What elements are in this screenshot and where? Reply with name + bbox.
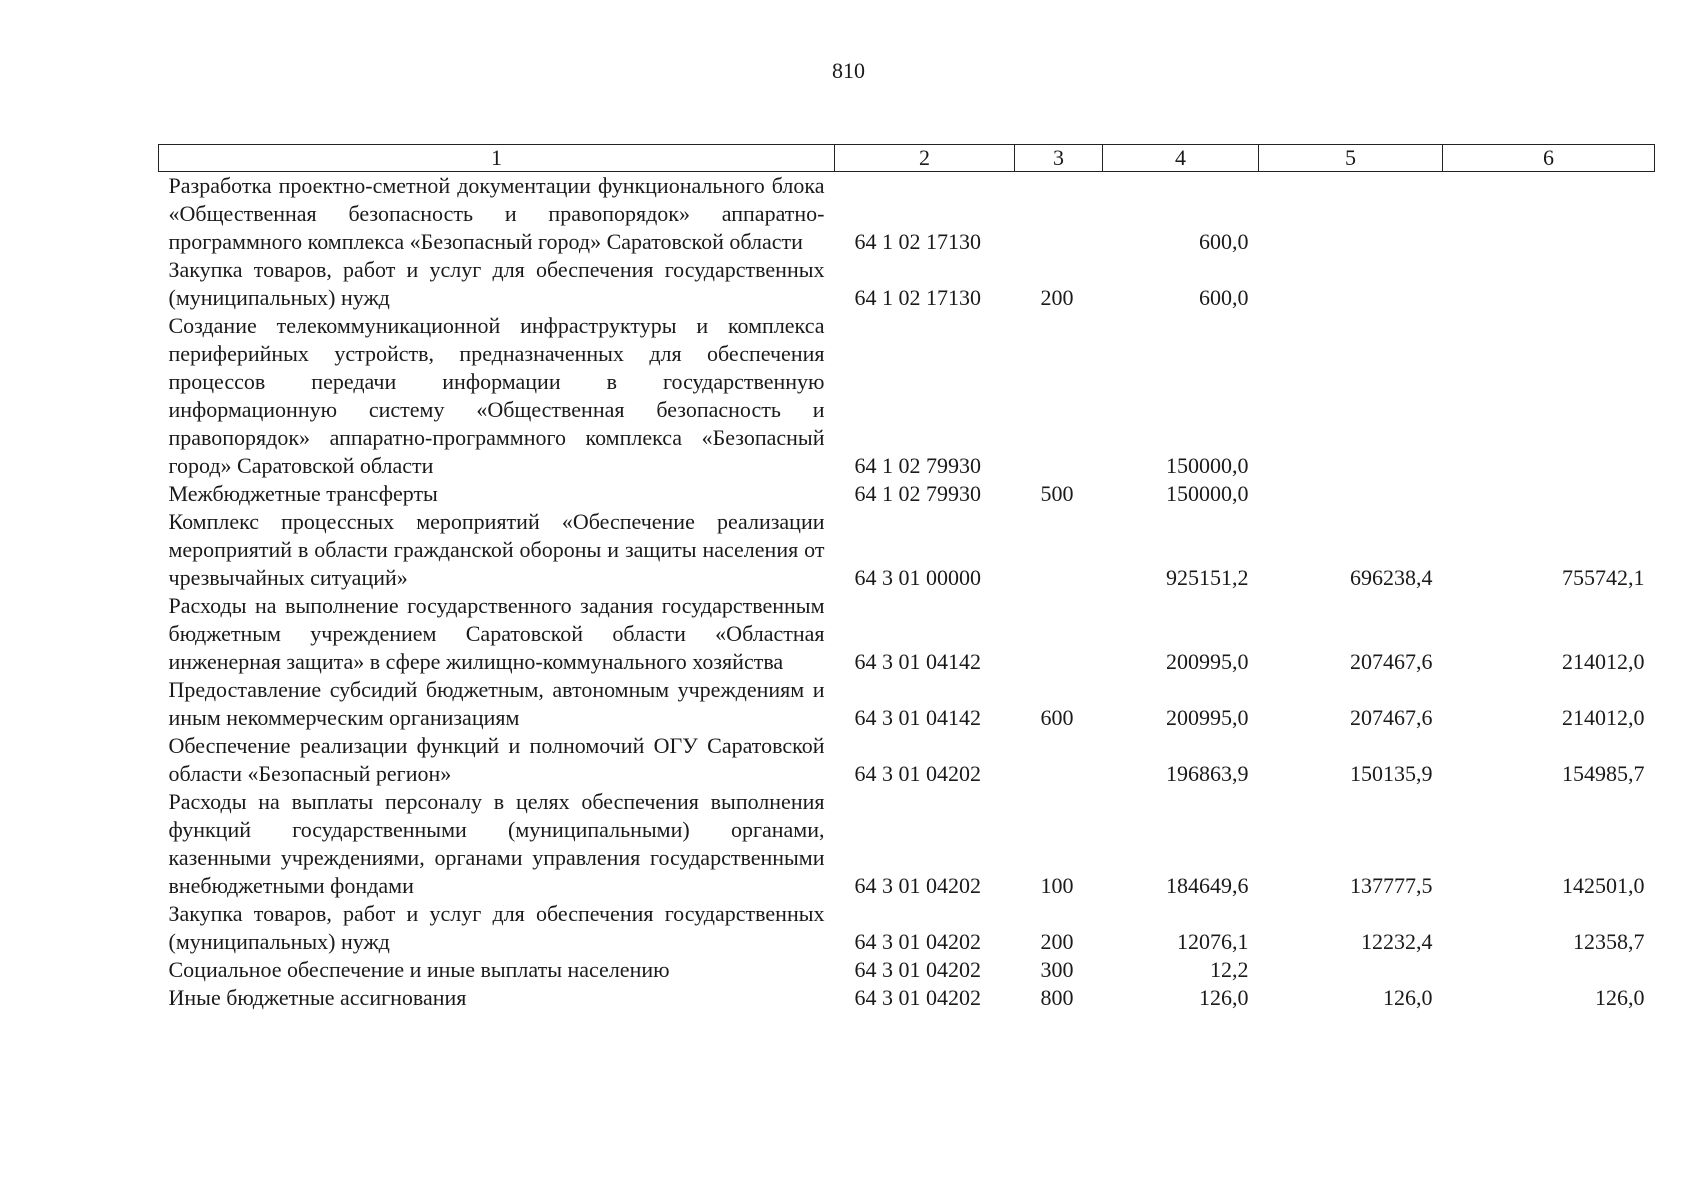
row-name-cell: Разработка проектно-сметной документации функционального блока «Общественная безопасность и правопорядок» аппаратно-программного комплекса «Безопасный город» Саратовской области: [168, 173, 825, 254]
row-value-6-cell: 755742,1: [1562, 565, 1645, 590]
row-value-5-cell: 696238,4: [1350, 565, 1433, 590]
row-type-cell: [1015, 732, 1103, 788]
row-name-cell: Закупка товаров, работ и услуг для обеспечения государственных (муниципальных) нужд: [168, 901, 825, 954]
table-row: [159, 592, 1655, 676]
row-value-5-cell: [1259, 172, 1443, 257]
row-value-5-cell: 137777,5: [1350, 873, 1433, 898]
row-type-cell: [1015, 312, 1103, 480]
table-row: [159, 676, 1655, 732]
row-type-cell: 300: [1040, 957, 1074, 982]
page-number: 810: [832, 58, 865, 83]
row-value-6-cell: 154985,7: [1562, 761, 1645, 786]
table-row: [159, 984, 1655, 1012]
row-value-6-cell: [1443, 312, 1655, 480]
row-name-cell: Расходы на выплаты персоналу в целях обеспечения выполнения функций государственными (муниципальными) органами, казенными учреждениями, органами управления государственными внебюджетными фондами: [168, 789, 825, 898]
row-code-cell: 64 3 01 04202: [854, 873, 981, 898]
row-value-6-cell: 142501,0: [1562, 873, 1645, 898]
header-cell-5: 5: [1259, 145, 1443, 172]
row-value-6-cell: 214012,0: [1562, 649, 1645, 674]
row-value-5-cell: 126,0: [1383, 985, 1433, 1010]
row-code-cell: 64 3 01 00000: [854, 565, 981, 590]
row-value-6-cell: 126,0: [1595, 985, 1645, 1010]
row-code-cell: 64 1 02 79930: [854, 481, 981, 506]
row-value-4-cell: 12,2: [1210, 957, 1249, 982]
row-code-cell: 64 1 02 17130: [854, 285, 981, 310]
table-row: [159, 732, 1655, 788]
row-code-cell: 64 3 01 04202: [854, 761, 981, 786]
row-name-cell: Предоставление субсидий бюджетным, автономным учреждениям и иным некоммерческим организациям: [168, 677, 825, 730]
table-row: [159, 480, 1655, 508]
row-value-6-cell: [1443, 172, 1655, 257]
row-value-4-cell: 600,0: [1199, 229, 1249, 254]
header-cell-1: 1: [159, 145, 835, 172]
row-code-cell: 64 3 01 04202: [854, 985, 981, 1010]
row-code-cell: 64 3 01 04202: [854, 929, 981, 954]
row-name-cell: Обеспечение реализации функций и полномочий ОГУ Саратовской области «Безопасный регион»: [168, 733, 825, 786]
row-value-4-cell: 925151,2: [1166, 565, 1249, 590]
row-value-6-cell: [1443, 256, 1655, 312]
row-name-cell: Иные бюджетные ассигнования: [168, 985, 467, 1010]
header-cell-6: 6: [1443, 145, 1655, 172]
table-row: [159, 956, 1655, 984]
row-name-cell: Социальное обеспечение и иные выплаты населению: [168, 957, 670, 982]
row-value-4-cell: 12076,1: [1177, 929, 1249, 954]
table-row: [159, 788, 1655, 900]
row-name-cell: Межбюджетные трансферты: [168, 481, 438, 506]
row-name-cell: Закупка товаров, работ и услуг для обеспечения государственных (муниципальных) нужд: [168, 257, 825, 310]
row-name-cell: Расходы на выполнение государственного задания государственным бюджетным учреждением Саратовской области «Областная инженерная защита» в сфере жилищно-коммунального хозяйства: [168, 593, 825, 674]
row-value-4-cell: 200995,0: [1166, 705, 1249, 730]
row-value-6-cell: 214012,0: [1562, 705, 1645, 730]
row-value-5-cell: [1259, 256, 1443, 312]
row-code-cell: 64 3 01 04142: [854, 705, 981, 730]
row-code-cell: 64 1 02 79930: [854, 453, 981, 478]
row-value-6-cell: [1443, 956, 1655, 984]
row-name-cell: Комплекс процессных мероприятий «Обеспечение реализации мероприятий в области гражданской обороны и защиты населения от чрезвычайных ситуаций»: [168, 509, 825, 590]
row-type-cell: 200: [1040, 929, 1074, 954]
row-code-cell: 64 1 02 17130: [854, 229, 981, 254]
row-value-4-cell: 200995,0: [1166, 649, 1249, 674]
row-value-4-cell: 150000,0: [1166, 453, 1249, 478]
row-value-6-cell: 12358,7: [1573, 929, 1645, 954]
table-header: [159, 145, 1655, 172]
row-value-4-cell: 184649,6: [1166, 873, 1249, 898]
header-cell-2: 2: [835, 145, 1015, 172]
row-value-5-cell: 12232,4: [1361, 929, 1433, 954]
table-row: [159, 508, 1655, 592]
row-type-cell: 500: [1040, 481, 1074, 506]
row-type-cell: [1015, 592, 1103, 676]
table-row: [159, 172, 1655, 257]
row-value-4-cell: 600,0: [1199, 285, 1249, 310]
table-row: [159, 256, 1655, 312]
row-value-6-cell: [1443, 480, 1655, 508]
row-value-4-cell: 196863,9: [1166, 761, 1249, 786]
row-type-cell: 100: [1040, 873, 1074, 898]
table-row: [159, 900, 1655, 956]
row-value-5-cell: [1259, 480, 1443, 508]
row-type-cell: 200: [1040, 285, 1074, 310]
row-value-5-cell: 207467,6: [1350, 649, 1433, 674]
header-cell-4: 4: [1103, 145, 1259, 172]
row-value-5-cell: 207467,6: [1350, 705, 1433, 730]
row-type-cell: [1015, 172, 1103, 257]
row-name-cell: Создание телекоммуникационной инфраструктуры и комплекса периферийных устройств, предназначенных для обеспечения процессов передачи информации в государственную информационную систему «Общественная безопасность и правопорядок» аппаратно-программного комплекса «Безопасный город» Саратовской области: [168, 313, 825, 478]
header-cell-3: 3: [1015, 145, 1103, 172]
row-value-4-cell: 150000,0: [1166, 481, 1249, 506]
row-code-cell: 64 3 01 04202: [854, 957, 981, 982]
row-type-cell: [1015, 508, 1103, 592]
row-value-4-cell: 126,0: [1199, 985, 1249, 1010]
row-value-5-cell: [1259, 312, 1443, 480]
row-value-5-cell: [1259, 956, 1443, 984]
row-value-5-cell: 150135,9: [1350, 761, 1433, 786]
table-body: [159, 172, 1655, 1013]
row-type-cell: 800: [1040, 985, 1074, 1010]
header-row: [159, 145, 1655, 172]
row-code-cell: 64 3 01 04142: [854, 649, 981, 674]
table-row: [159, 312, 1655, 480]
budget-table: [158, 144, 1655, 1012]
row-type-cell: 600: [1040, 705, 1074, 730]
